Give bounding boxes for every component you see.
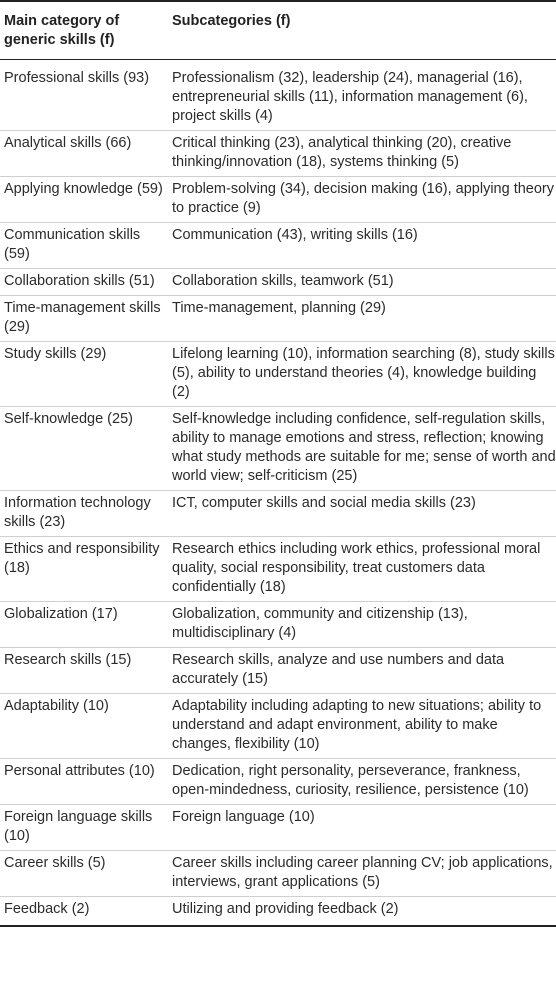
table-body	[0, 60, 556, 923]
category-cell: Research skills (15)	[4, 652, 132, 668]
table-row	[0, 223, 556, 269]
subcategories-cell: Collaboration skills, teamwork (51)	[172, 273, 394, 289]
category-cell: Personal attributes (10)	[4, 763, 155, 779]
category-cell: Analytical skills (66)	[4, 135, 132, 151]
subcategories-cell: Career skills including career planning CV; job applications, interviews, grant applications (5)	[172, 855, 553, 890]
subcategories-cell: Professionalism (32), leadership (24), managerial (16), entrepreneurial skills (11), information management (6), project skills (4)	[172, 70, 528, 124]
category-cell: Globalization (17)	[4, 606, 118, 622]
category-cell: Study skills (29)	[4, 346, 107, 362]
category-cell: Ethics and responsibility (18)	[4, 541, 160, 576]
subcategories-cell: Critical thinking (23), analytical thinking (20), creative thinking/innovation (18), systems thinking (5)	[172, 135, 512, 170]
category-cell: Career skills (5)	[4, 855, 106, 871]
category-cell: Applying knowledge (59)	[4, 181, 163, 197]
table-row	[0, 537, 556, 602]
subcategories-cell: ICT, computer skills and social media skills (23)	[172, 495, 476, 511]
header-main-category: Main category of generic skills (f)	[4, 12, 120, 48]
category-cell: Time-management skills (29)	[4, 300, 161, 335]
table-row	[0, 131, 556, 177]
table-row	[0, 897, 556, 923]
header-subcategories: Subcategories (f)	[172, 12, 291, 29]
subcategories-cell: Research skills, analyze and use numbers and data accurately (15)	[172, 652, 505, 687]
subcategories-cell: Communication (43), writing skills (16)	[172, 227, 418, 243]
table-row	[0, 759, 556, 805]
table-row	[0, 66, 556, 131]
table-row	[0, 694, 556, 759]
table-row	[0, 491, 556, 537]
table-row	[0, 602, 556, 648]
category-cell: Professional skills (93)	[4, 70, 150, 86]
category-cell: Communication skills (59)	[4, 227, 141, 262]
category-cell: Foreign language skills (10)	[4, 809, 153, 844]
table-row	[0, 269, 556, 296]
subcategories-cell: Dedication, right personality, perseverance, frankness, open-mindedness, curiosity, resilience, persistence (10)	[172, 763, 529, 798]
table-row	[0, 851, 556, 897]
bottom-rule	[0, 925, 556, 927]
subcategories-cell: Research ethics including work ethics, professional moral quality, social responsibility, treat customers data confidentially (18)	[172, 541, 541, 595]
category-cell: Collaboration skills (51)	[4, 273, 155, 289]
subcategories-cell: Globalization, community and citizenship (13), multidisciplinary (4)	[172, 606, 468, 641]
table-row	[0, 296, 556, 342]
subcategories-cell: Foreign language (10)	[172, 809, 315, 825]
table-row	[0, 648, 556, 694]
table-row	[0, 342, 556, 407]
category-cell: Adaptability (10)	[4, 698, 109, 714]
table-row	[0, 177, 556, 223]
category-cell: Information technology skills (23)	[4, 495, 151, 530]
category-cell: Self-knowledge (25)	[4, 411, 133, 427]
category-cell: Feedback (2)	[4, 901, 90, 917]
subcategories-cell: Time-management, planning (29)	[172, 300, 386, 316]
subcategories-cell: Adaptability including adapting to new situations; ability to understand and adapt environment, ability to make changes, flexibility (10)	[172, 698, 542, 752]
table-header	[0, 2, 556, 59]
subcategories-cell: Utilizing and providing feedback (2)	[172, 901, 399, 917]
subcategories-cell: Self-knowledge including confidence, self-regulation skills, ability to manage emotions and stress, reflection; knowing what study methods are suitable for me; sense of worth and world view; self-criticism (25)	[172, 411, 556, 484]
subcategories-cell: Problem-solving (34), decision making (16), applying theory to practice (9)	[172, 181, 555, 216]
table-row	[0, 407, 556, 491]
subcategories-cell: Lifelong learning (10), information searching (8), study skills (5), ability to understand theories (4), knowledge building (2)	[172, 346, 555, 400]
table-row	[0, 805, 556, 851]
